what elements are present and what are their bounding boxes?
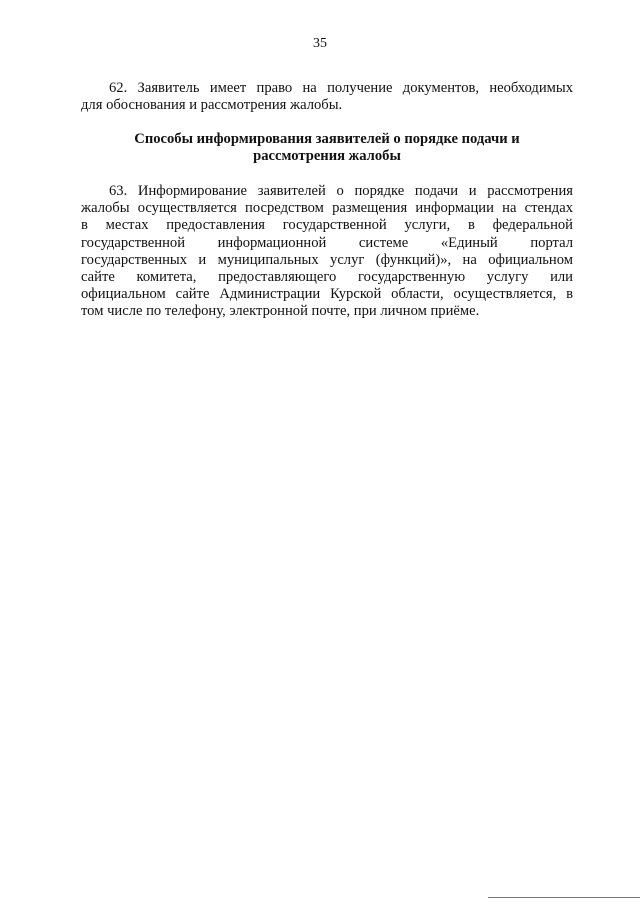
paragraph-62-line-1: 62. Заявитель имеет право на получение документов, необходимых [109, 80, 573, 96]
section-heading [81, 131, 573, 165]
paragraph-63 [81, 183, 573, 321]
paragraph-63-line-3: в местах предоставления государственной услуги, в федеральной [81, 217, 573, 234]
paragraph-63-line-7: официальном сайте Администрации Курской области, осуществляется, в [81, 286, 573, 303]
paragraph-62 [81, 80, 573, 114]
paragraph-63-line-2: жалобы осуществляется посредством размещения информации на стендах [81, 200, 573, 217]
paragraph-63-line-4: государственной информационной системе «Единый портал [81, 234, 573, 251]
paragraph-63-line-8: том числе по телефону, электронной почте, при личном приёме. [81, 303, 480, 320]
section-heading-line-2: рассмотрения жалобы [253, 148, 401, 164]
bottom-divider [488, 897, 640, 898]
paragraph-63-line-5: государственных и муниципальных услуг (функций)», на официальном [81, 251, 573, 268]
paragraph-63-line-1: 63. Информирование заявителей о порядке подачи и рассмотрения [109, 183, 573, 199]
paragraph-62-line-2: для обоснования и рассмотрения жалобы. [81, 97, 343, 114]
page-number: 35 [313, 36, 327, 51]
section-heading-line-1: Способы информирования заявителей о порядке подачи и [134, 131, 520, 147]
paragraph-63-line-6: сайте комитета, предоставляющего государственную услугу или [81, 269, 573, 286]
